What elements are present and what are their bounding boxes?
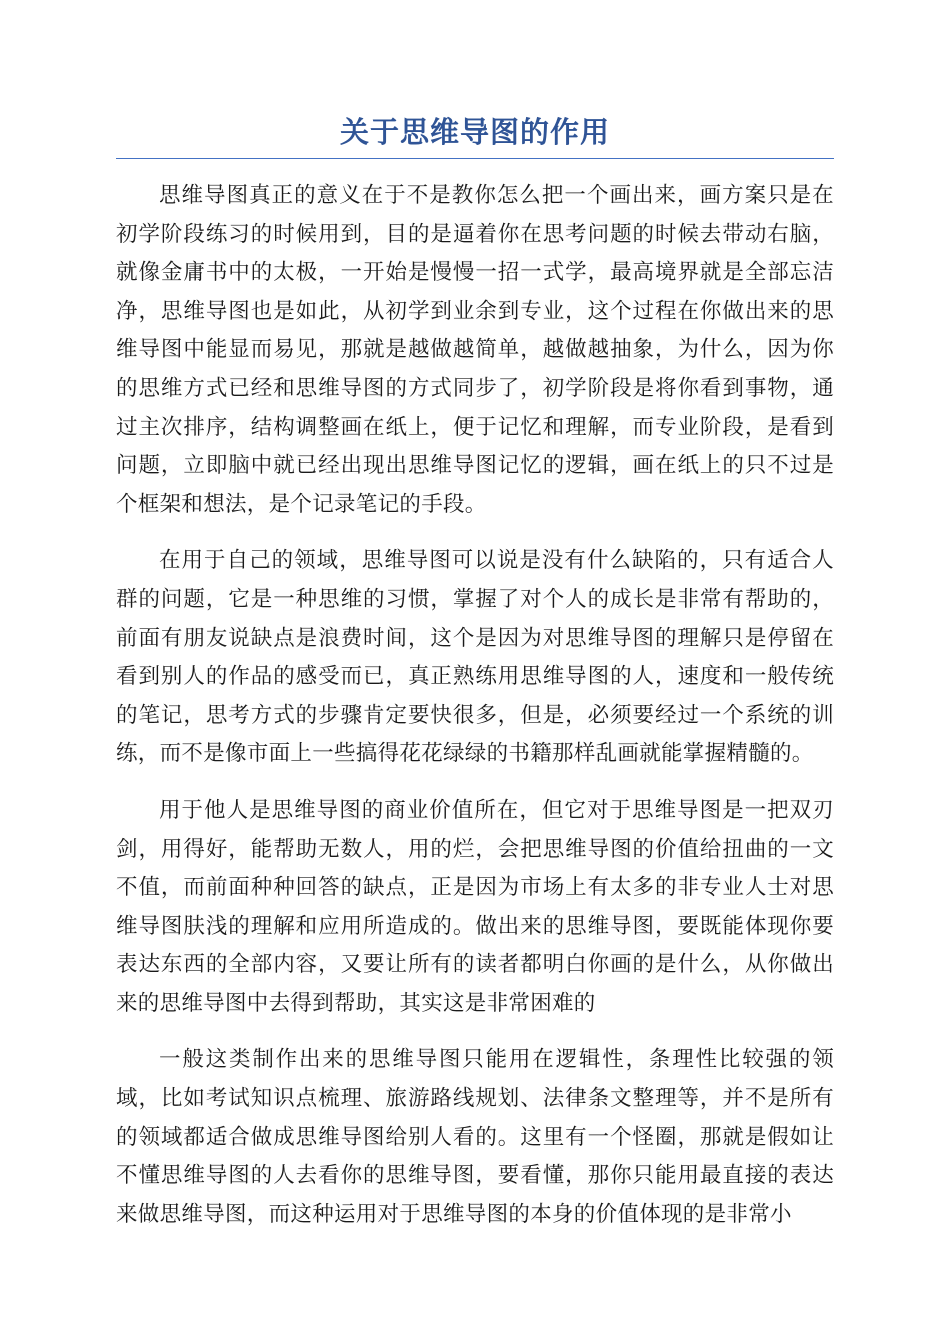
- paragraph-1: 思维导图真正的意义在于不是教你怎么把一个画出来，画方案只是在初学阶段练习的时候用到，目的是逼着你在思考问题的时候去带动右脑，就像金庸书中的太极，一开始是慢慢一招一式学，最高境界就是全部忘洁净，思维导图也是如此，从初学到业余到专业，这个过程在你做出来的思维导图中能显而易见，那就是越做越简单，越做越抽象，为什么，因为你的思维方式已经和思维导图的方式同步了，初学阶段是将你看到事物，通过主次排序，结构调整画在纸上，便于记忆和理解，而专业阶段，是看到问题，立即脑中就已经出现出思维导图记忆的逻辑，画在纸上的只不过是个框架和想法，是个记录笔记的手段。: [116, 183, 834, 517]
- paragraph-4: 一般这类制作出来的思维导图只能用在逻辑性，条理性比较强的领域，比如考试知识点梳理、旅游路线规划、法律条文整理等，并不是所有的领域都适合做成思维导图给别人看的。这里有一个怪圈，那就是假如让不懂思维导图的人去看你的思维导图，要看懂，那你只能用最直接的表达来做思维导图，而这种运用对于思维导图的本身的价值体现的是非常小: [116, 1047, 834, 1227]
- document-title: 关于思维导图的作用: [339, 115, 610, 149]
- paragraph-3: 用于他人是思维导图的商业价值所在，但它对于思维导图是一把双刃剑，用得好，能帮助无数人，用的烂，会把思维导图的价值给扭曲的一文不值，而前面种种回答的缺点，正是因为市场上有太多的非专业人士对思维导图肤浅的理解和应用所造成的。做出来的思维导图，要既能体现你要表达东西的全部内容，又要让所有的读者都明白你画的是什么，从你做出来的思维导图中去得到帮助，其实这是非常困难的: [116, 797, 834, 1016]
- title-underline: [116, 158, 834, 159]
- document-page: [116, 108, 834, 1234]
- paragraph-2: 在用于自己的领域，思维导图可以说是没有什么缺陷的，只有适合人群的问题，它是一种思维的习惯，掌握了对个人的成长是非常有帮助的，前面有朋友说缺点是浪费时间，这个是因为对思维导图的理解只是停留在看到别人的作品的感受而已，真正熟练用思维导图的人，速度和一般传统的笔记，思考方式的步骤肯定要快很多，但是，必须要经过一个系统的训练，而不是像市面上一些搞得花花绿绿的书籍那样乱画就能掌握精髓的。: [116, 548, 834, 767]
